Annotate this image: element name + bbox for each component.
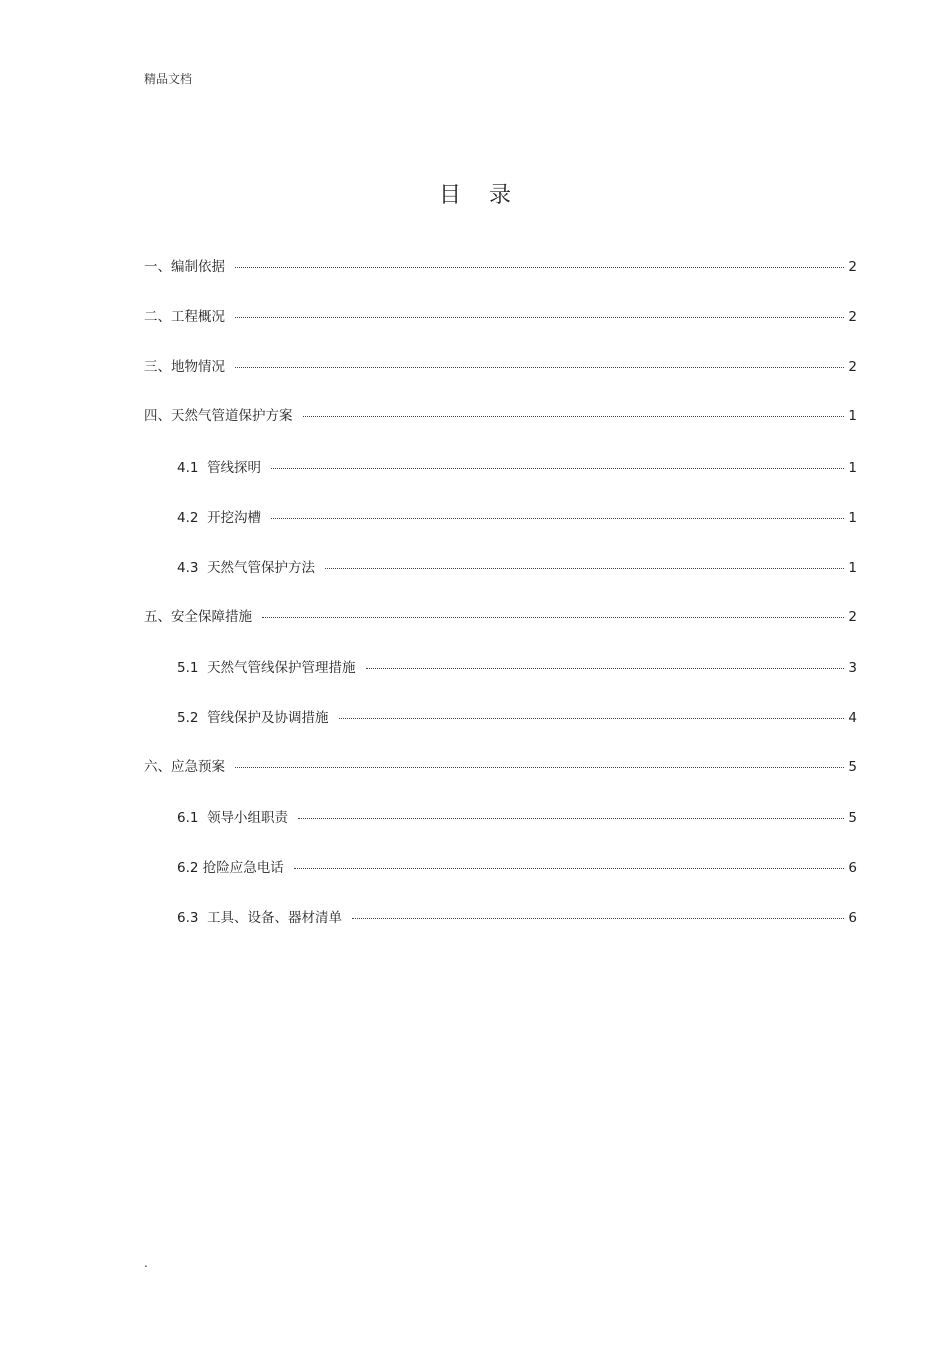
toc-page-number: 1 (848, 560, 857, 576)
toc-entry-number: 5.2 (177, 710, 208, 726)
toc-entry-text: 六、应急预案 (144, 759, 225, 775)
toc-entry-number: 6.2 (177, 860, 203, 876)
toc-leader-dots (235, 267, 844, 268)
toc-page-number: 5 (848, 810, 857, 826)
toc-leader-dots (339, 718, 844, 719)
toc-entry[interactable] (177, 509, 857, 527)
toc-leader-dots (271, 468, 844, 469)
toc-leader-dots (235, 317, 844, 318)
toc-entry-text: 管线探明 (207, 460, 262, 476)
toc-entry[interactable] (177, 459, 857, 477)
toc-entry-number: 5.1 (177, 660, 208, 676)
toc-entry-text: 领导小组职责 (207, 810, 289, 826)
toc-leader-dots (235, 367, 844, 368)
toc-page-number: 1 (848, 510, 857, 526)
toc-entry-number: 6.3 (177, 910, 208, 926)
toc-entry[interactable] (144, 358, 857, 376)
toc-leader-dots (303, 416, 845, 417)
toc-entry[interactable] (144, 308, 857, 326)
toc-entry-text: 三、地物情况 (144, 359, 225, 375)
toc-page-number: 2 (848, 309, 857, 325)
toc-entry[interactable] (177, 559, 857, 577)
toc-entry[interactable] (177, 709, 857, 727)
toc-leader-dots (366, 668, 844, 669)
toc-entry[interactable] (177, 809, 857, 827)
toc-entry-text: 工具、设备、器材清单 (207, 910, 343, 926)
toc-entry-text: 二、工程概况 (144, 309, 225, 325)
toc-entry[interactable] (177, 659, 857, 677)
toc-entry[interactable] (177, 909, 857, 927)
toc-entry-text: 抢险应急电话 (202, 860, 284, 876)
toc-entry-number: 4.3 (177, 560, 208, 576)
toc-entry[interactable] (144, 758, 857, 776)
page-footer-mark: . (144, 1256, 148, 1270)
toc-entry-text: 天然气管线保护管理措施 (207, 660, 356, 676)
toc-page-number: 2 (848, 609, 857, 625)
toc-page-number: 6 (848, 860, 857, 876)
toc-entry[interactable] (144, 258, 857, 276)
toc-entry-text: 开挖沟槽 (207, 510, 262, 526)
toc-page-number: 1 (848, 460, 857, 476)
toc-page-number: 1 (848, 408, 857, 424)
toc-page-number: 4 (848, 710, 857, 726)
toc-leader-dots (352, 918, 844, 919)
toc-entry-text: 五、安全保障措施 (144, 609, 252, 625)
toc-entry-text: 天然气管保护方法 (207, 560, 316, 576)
toc-leader-dots (294, 868, 844, 869)
toc-page-number: 6 (848, 910, 857, 926)
toc-leader-dots (271, 518, 844, 519)
toc-page-number: 2 (848, 359, 857, 375)
toc-entry-number: 4.2 (177, 510, 208, 526)
toc-page-number: 5 (848, 759, 857, 775)
toc-entry-text: 一、编制依据 (144, 259, 225, 275)
toc-entry[interactable] (144, 608, 857, 626)
toc-entry-number: 6.1 (177, 810, 208, 826)
toc-entry-text: 四、天然气管道保护方案 (144, 408, 293, 424)
toc-entry-text: 管线保护及协调措施 (207, 710, 329, 726)
toc-title: 目录 (438, 183, 539, 208)
toc-entry-number: 4.1 (177, 460, 208, 476)
toc-page-number: 2 (848, 259, 857, 275)
toc-leader-dots (298, 818, 844, 819)
toc-entry[interactable] (144, 407, 857, 425)
toc-page-number: 3 (848, 660, 857, 676)
toc-leader-dots (262, 617, 844, 618)
toc-entry[interactable] (177, 859, 857, 877)
toc-leader-dots (235, 767, 844, 768)
toc-leader-dots (325, 568, 844, 569)
page-header-label: 精品文档 (144, 72, 193, 86)
